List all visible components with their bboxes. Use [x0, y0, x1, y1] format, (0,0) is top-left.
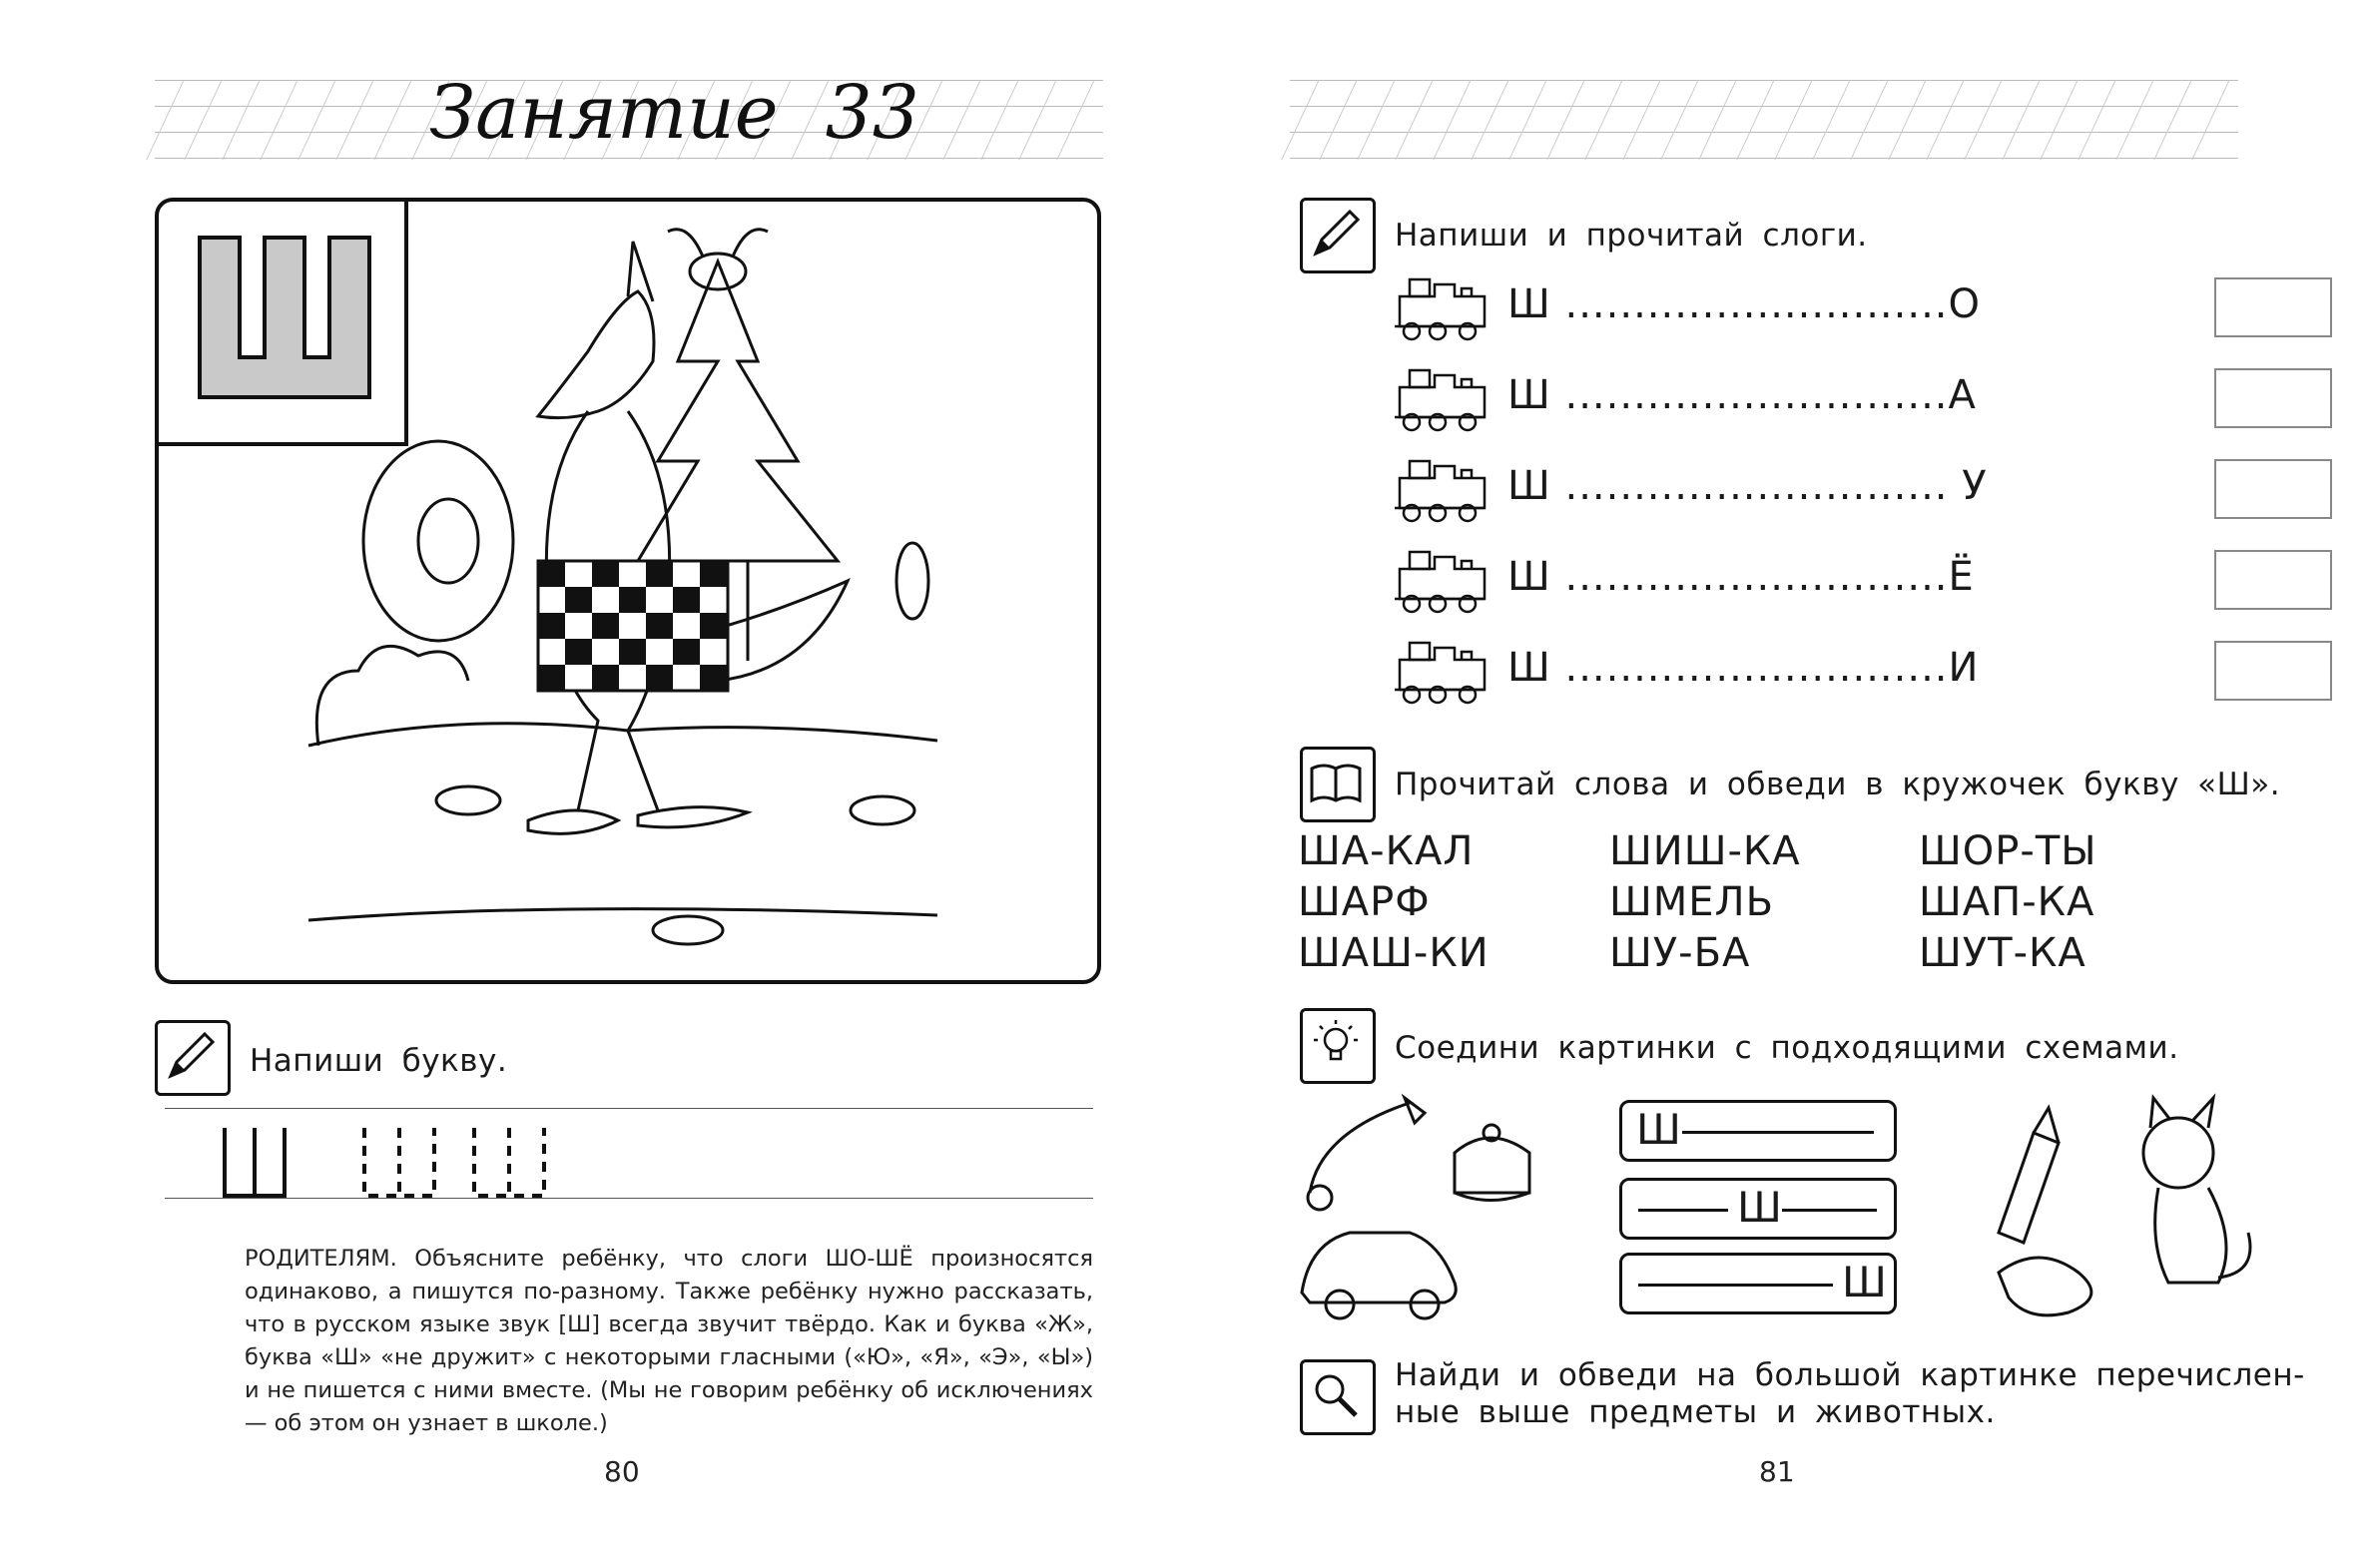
ruled-header-right	[1290, 80, 2238, 160]
syllable-text: Ш ............................А	[1507, 372, 1977, 418]
words-column-2	[1609, 826, 1801, 979]
syllable-text: Ш ............................О	[1507, 281, 1981, 327]
answer-box[interactable]	[2214, 550, 2332, 610]
answer-box[interactable]	[2214, 641, 2332, 701]
words-column-1	[1298, 826, 1489, 979]
task-write-letter: Напиши букву.	[250, 1043, 508, 1079]
syllable-text: Ш ............................Ё	[1507, 554, 1975, 600]
task-find-line1: Найди и обведи на большой картинке перечислен-	[1395, 1357, 2305, 1393]
lightbulb-icon-box	[1300, 1008, 1376, 1084]
pencil-icon-box	[155, 1020, 231, 1096]
train-icon	[1390, 453, 1494, 528]
syllable-row	[1390, 635, 2308, 715]
pencil-cat-scarf-pictures	[1979, 1083, 2268, 1332]
syllable-text: Ш ............................И	[1507, 645, 1980, 691]
pencil-icon-box-2	[1300, 198, 1376, 273]
answer-box[interactable]	[2214, 459, 2332, 519]
checkered-board	[538, 561, 728, 691]
word: ША-КАЛ	[1298, 828, 1475, 874]
word: ШИШ-КА	[1609, 828, 1801, 874]
task-read-words: Прочитай слова и обведи в кружочек букву «Ш».	[1395, 767, 2281, 802]
book-icon	[1308, 755, 1364, 810]
sample-letter-tracing	[205, 1110, 604, 1210]
letter-sha-glyph	[180, 223, 379, 412]
lightbulb-icon	[1308, 1016, 1364, 1072]
letter-box	[155, 198, 408, 446]
syllable-row	[1390, 362, 2308, 442]
scheme-first[interactable]: Ш	[1619, 1100, 1897, 1162]
syllable-row	[1390, 453, 2308, 533]
writing-lines[interactable]	[165, 1108, 1093, 1208]
task-syllables: Напиши и прочитай слоги.	[1395, 218, 1868, 254]
word: ШМЕЛЬ	[1609, 879, 1775, 925]
word: ШАРФ	[1298, 879, 1431, 925]
parents-note: РОДИТЕЛЯМ. Объясните ребёнку, что слоги ШО-ШЁ произносятся одинаково, а пишутся по-разному. Также ребёнку нужно рассказать, что в русском языке звук [Ш] всегда звучит твёрдо. Как и буква «Ж», буква «Ш» «не дружит» с некоторыми гласными («Ю», «Я», «Э», «Ы») и не пишется с ними вместе. (Мы не говорим ребёнку об исключениях — об этом он узнает в школе.)	[245, 1246, 1093, 1436]
right-page	[1190, 0, 2380, 1561]
lesson-title: Занятие 33	[429, 70, 919, 156]
scheme-last[interactable]: Ш	[1619, 1253, 1897, 1314]
train-icon	[1390, 544, 1494, 619]
answer-box[interactable]	[2214, 277, 2332, 337]
syllable-text: Ш ............................ У	[1507, 463, 1988, 509]
task-find-line2: ные выше предметы и животных.	[1395, 1394, 1996, 1430]
scheme-middle[interactable]: Ш	[1619, 1178, 1897, 1240]
magnifier-icon-box	[1300, 1359, 1376, 1435]
syllable-row	[1390, 271, 2308, 351]
words-column-3	[1919, 826, 2097, 979]
word: ШАП-КА	[1919, 879, 2095, 925]
word: ШУТ-КА	[1919, 930, 2086, 976]
word: ШУ-БА	[1609, 930, 1751, 976]
word: ШАШ-КИ	[1298, 930, 1489, 976]
train-icon	[1390, 362, 1494, 437]
answer-box[interactable]	[2214, 368, 2332, 428]
train-icon	[1390, 635, 1494, 710]
pencil-icon	[163, 1028, 219, 1084]
book-icon-box	[1300, 747, 1376, 822]
page-number-right: 81	[1759, 1455, 1795, 1488]
task-connect: Соедини картинки с подходящими схемами.	[1395, 1030, 2179, 1066]
pencil-icon	[1308, 206, 1364, 261]
word: ШОР-ТЫ	[1919, 828, 2097, 874]
page-number-left: 80	[604, 1455, 640, 1488]
syllable-row	[1390, 544, 2308, 624]
train-icon	[1390, 271, 1494, 346]
shower-hat-car-pictures	[1290, 1083, 1549, 1332]
magnifier-icon	[1308, 1367, 1364, 1423]
